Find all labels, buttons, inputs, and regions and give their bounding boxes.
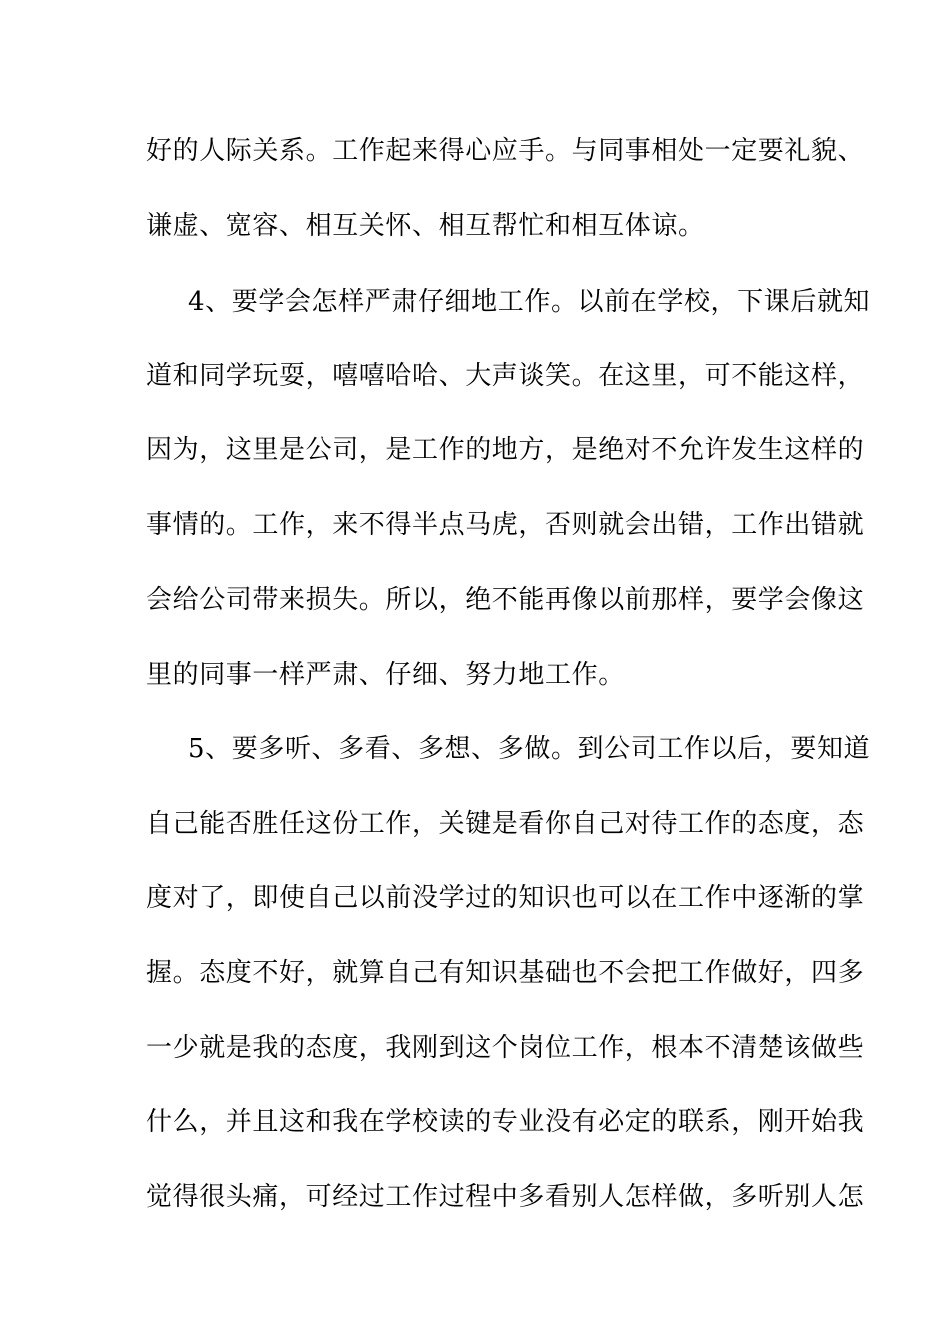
text-line: 自己能否胜任这份工作，关键是看你自己对待工作的态度，态 <box>146 809 865 839</box>
text-line: 度对了，即使自己以前没学过的知识也可以在工作中逐渐的掌 <box>146 883 865 913</box>
text-line: 一少就是我的态度，我刚到这个岗位工作，根本不清楚该做些 <box>146 1033 865 1063</box>
text-line: 道和同学玩耍，嘻嘻哈哈、大声谈笑。在这里，可不能这样， <box>146 361 865 391</box>
text-line: 觉得很头痛，可经过工作过程中多看别人怎样做，多听别人怎 <box>146 1182 865 1212</box>
text-line: 因为，这里是公司，是工作的地方，是绝对不允许发生这样的 <box>146 435 865 465</box>
text-line: 会给公司带来损失。所以，绝不能再像以前那样，要学会像这 <box>146 585 865 615</box>
paragraph-start-line: 5、要多听、多看、多想、多做。到公司工作以后，要知道 <box>188 734 871 764</box>
text-line: 握。态度不好，就算自己有知识基础也不会把工作做好，四多 <box>146 958 865 988</box>
text-line: 里的同事一样严肃、仔细、努力地工作。 <box>146 660 625 690</box>
text-line: 什么，并且这和我在学校读的专业没有必定的联系，刚开始我 <box>146 1107 865 1137</box>
paragraph-start-line: 4、要学会怎样严肃仔细地工作。以前在学校，下课后就知 <box>188 287 871 317</box>
text-line: 谦虚、宽容、相互关怀、相互帮忙和相互体谅。 <box>146 211 705 241</box>
text-line: 好的人际关系。工作起来得心应手。与同事相处一定要礼貌、 <box>146 136 865 166</box>
text-line: 事情的。工作，来不得半点马虎，否则就会出错，工作出错就 <box>146 510 865 540</box>
